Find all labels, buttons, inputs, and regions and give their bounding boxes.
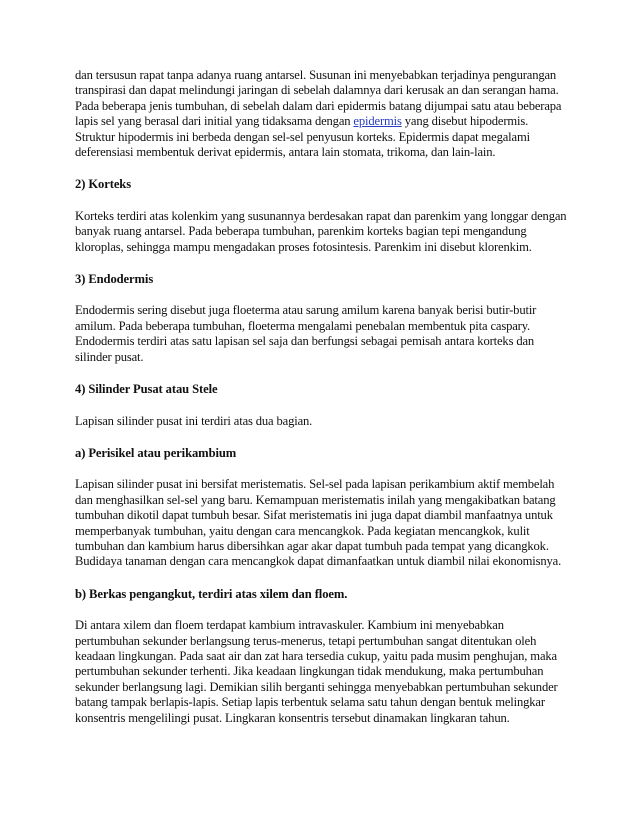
section-heading-berkas-pengangkut: b) Berkas pengangkut, terdiri atas xilem dan floem. [75, 586, 348, 601]
section-heading-perisikel: a) Perisikel atau perikambium [75, 445, 237, 460]
section-body-berkas-pengangkut: Di antara xilem dan floem terdapat kambium intravaskuler. Kambium ini menyebabkan pertumbuhan sekunder berlangsung terus-menerus, tetapi pertumbuhan sangat ditentukan oleh keadaan lingkungan. Pada saat air dan zat hara tersedia cukup, yaitu pada musim penghujan, maka pertumbuhan sekunder terhenti. Jika keadaan lingkungan tidak mendukung, maka pertumbuhan sekunder berlangsung lagi. Demikian silih berganti sehingga menyebabkan pertumbuhan sekunder batang tampak berlapis-lapis. Setiap lapis terbentuk selama satu tahun dengan bentuk melingkar konsentris mengelilingi pusat. Lingkaran konsentris tersebut dinamakan lingkaran tahun. [75, 618, 558, 725]
section-body-silinder-pusat: Lapisan silinder pusat ini terdiri atas dua bagian. [75, 413, 313, 428]
intro-text-before-link: dan tersusun rapat tanpa adanya ruang antarsel. Susunan ini menyebabkan terjadinya pengurangan transpirasi dan dapat melindungi jaringan di sebelah dalamnya dari kerusak an dan serangan hama. Pada beberapa jenis tumbuhan, di sebelah dalam dari epidermis batang dijumpai satu atau beberapa lapis sel yang berasal dari initial yang tidaksama dengan [75, 68, 562, 129]
section-heading-endodermis: 3) Endodermis [75, 272, 154, 287]
intro-text-after-link: yang disebut hipodermis. Struktur hipodermis ini berbeda dengan sel-sel penyusun korteks. Epidermis dapat megalami deferensiasi membentuk derivat epidermis, antara lain stomata, trikoma, dan lain-lain. [75, 114, 530, 160]
section-body-korteks: Korteks terdiri atas kolenkim yang susunannya berdesakan rapat dan parenkim yang longgar dengan banyak ruang antarsel. Pada beberapa tumbuhan, parenkim korteks bagian tepi mengandung kloroplas, sehingga mampu mengadakan proses fotosintesis. Parenkim ini disebut klorenkim. [75, 208, 567, 254]
document-page [75, 68, 571, 743]
section-heading-korteks: 2) Korteks [75, 177, 132, 192]
section-body-perisikel: Lapisan silinder pusat ini bersifat meristematis. Sel-sel pada lapisan perikambium aktif membelah dan menghasilkan sel-sel yang baru. Kemampuan meristematis inilah yang mengakibatkan batang tumbuhan dikotil dapat tumbuh besar. Sifat meristematis ini juga dapat diambil manfaatnya untuk memperbanyak tumbuhan, yaitu dengan cara mencangkok. Pada kegiatan mencangkok, kulit tumbuhan dan kambium harus dibersihkan agar akar dapat tumbuh pada tempat yang dicangkok. Budidaya tanaman dengan cara mencangkok dapat dimanfaatkan untuk diambil nilai ekonomisnya. [75, 477, 562, 569]
section-body-endodermis: Endodermis sering disebut juga floeterma atau sarung amilum karena banyak berisi butir-butir amilum. Pada beberapa tumbuhan, floeterma mengalami penebalan membentuk pita caspary. Endodermis terdiri atas satu lapisan sel saja dan berfungsi sebagai pemisah antara korteks dan silinder pusat. [75, 303, 537, 364]
intro-paragraph [75, 68, 571, 160]
epidermis-link[interactable]: epidermis [353, 114, 402, 129]
section-heading-silinder-pusat: 4) Silinder Pusat atau Stele [75, 382, 218, 397]
